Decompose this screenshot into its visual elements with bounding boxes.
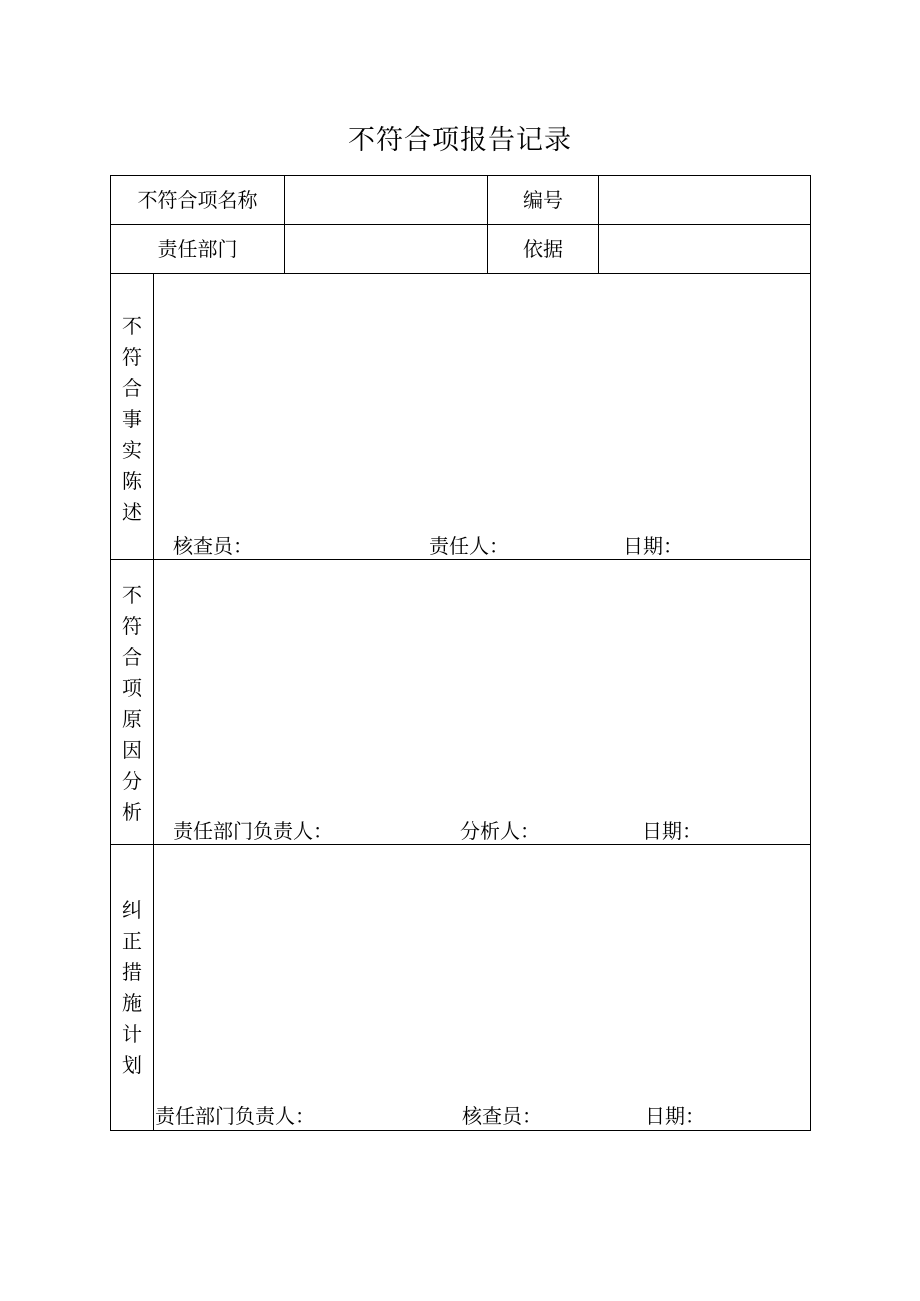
date-label: 日期： xyxy=(645,1104,705,1128)
section-label-nonconformity-facts xyxy=(111,311,153,528)
label-char: 纠 xyxy=(122,898,142,922)
inspector-signature-label: 核查员： xyxy=(173,534,253,558)
column-divider xyxy=(598,176,599,273)
date-label: 日期： xyxy=(623,534,683,558)
label-char: 项 xyxy=(122,676,142,700)
label-char: 不 xyxy=(122,583,142,607)
department-head-signature-label: 责任部门负责人： xyxy=(173,819,333,843)
label-char: 计 xyxy=(122,1022,142,1046)
label-char: 合 xyxy=(122,645,142,669)
nonconformity-report-form xyxy=(110,175,811,1131)
analyst-signature-label: 分析人： xyxy=(460,819,540,843)
label-char: 划 xyxy=(122,1053,142,1077)
label-char: 陈 xyxy=(122,469,142,493)
date-label: 日期： xyxy=(642,819,702,843)
row-divider xyxy=(111,224,810,225)
basis-label: 依据 xyxy=(523,237,563,261)
number-label: 编号 xyxy=(523,188,563,212)
label-char: 实 xyxy=(122,438,142,462)
section-divider xyxy=(111,844,810,845)
inspector-signature-label: 核查员： xyxy=(462,1104,542,1128)
label-char: 正 xyxy=(122,929,142,953)
label-char: 因 xyxy=(122,738,142,762)
nonconformity-name-label: 不符合项名称 xyxy=(137,188,258,212)
label-char: 施 xyxy=(122,991,142,1015)
section-label-cause-analysis xyxy=(111,580,153,828)
column-divider xyxy=(284,176,285,273)
label-char: 不 xyxy=(122,314,142,338)
label-char: 措 xyxy=(122,960,142,984)
label-char: 合 xyxy=(122,376,142,400)
label-char: 原 xyxy=(122,707,142,731)
label-char: 分 xyxy=(122,769,142,793)
label-char: 符 xyxy=(122,345,142,369)
responsible-person-signature-label: 责任人： xyxy=(429,534,509,558)
row-divider xyxy=(111,273,810,274)
label-column-divider xyxy=(153,273,154,1130)
label-char: 符 xyxy=(122,614,142,638)
label-char: 述 xyxy=(122,500,142,524)
page-title: 不符合项报告记录 xyxy=(348,125,572,156)
section-divider xyxy=(111,559,810,560)
label-char: 事 xyxy=(122,407,142,431)
label-char: 析 xyxy=(122,800,142,824)
department-head-signature-label: 责任部门负责人： xyxy=(155,1104,315,1128)
responsible-department-label: 责任部门 xyxy=(157,237,238,261)
section-label-corrective-action-plan xyxy=(111,895,153,1081)
